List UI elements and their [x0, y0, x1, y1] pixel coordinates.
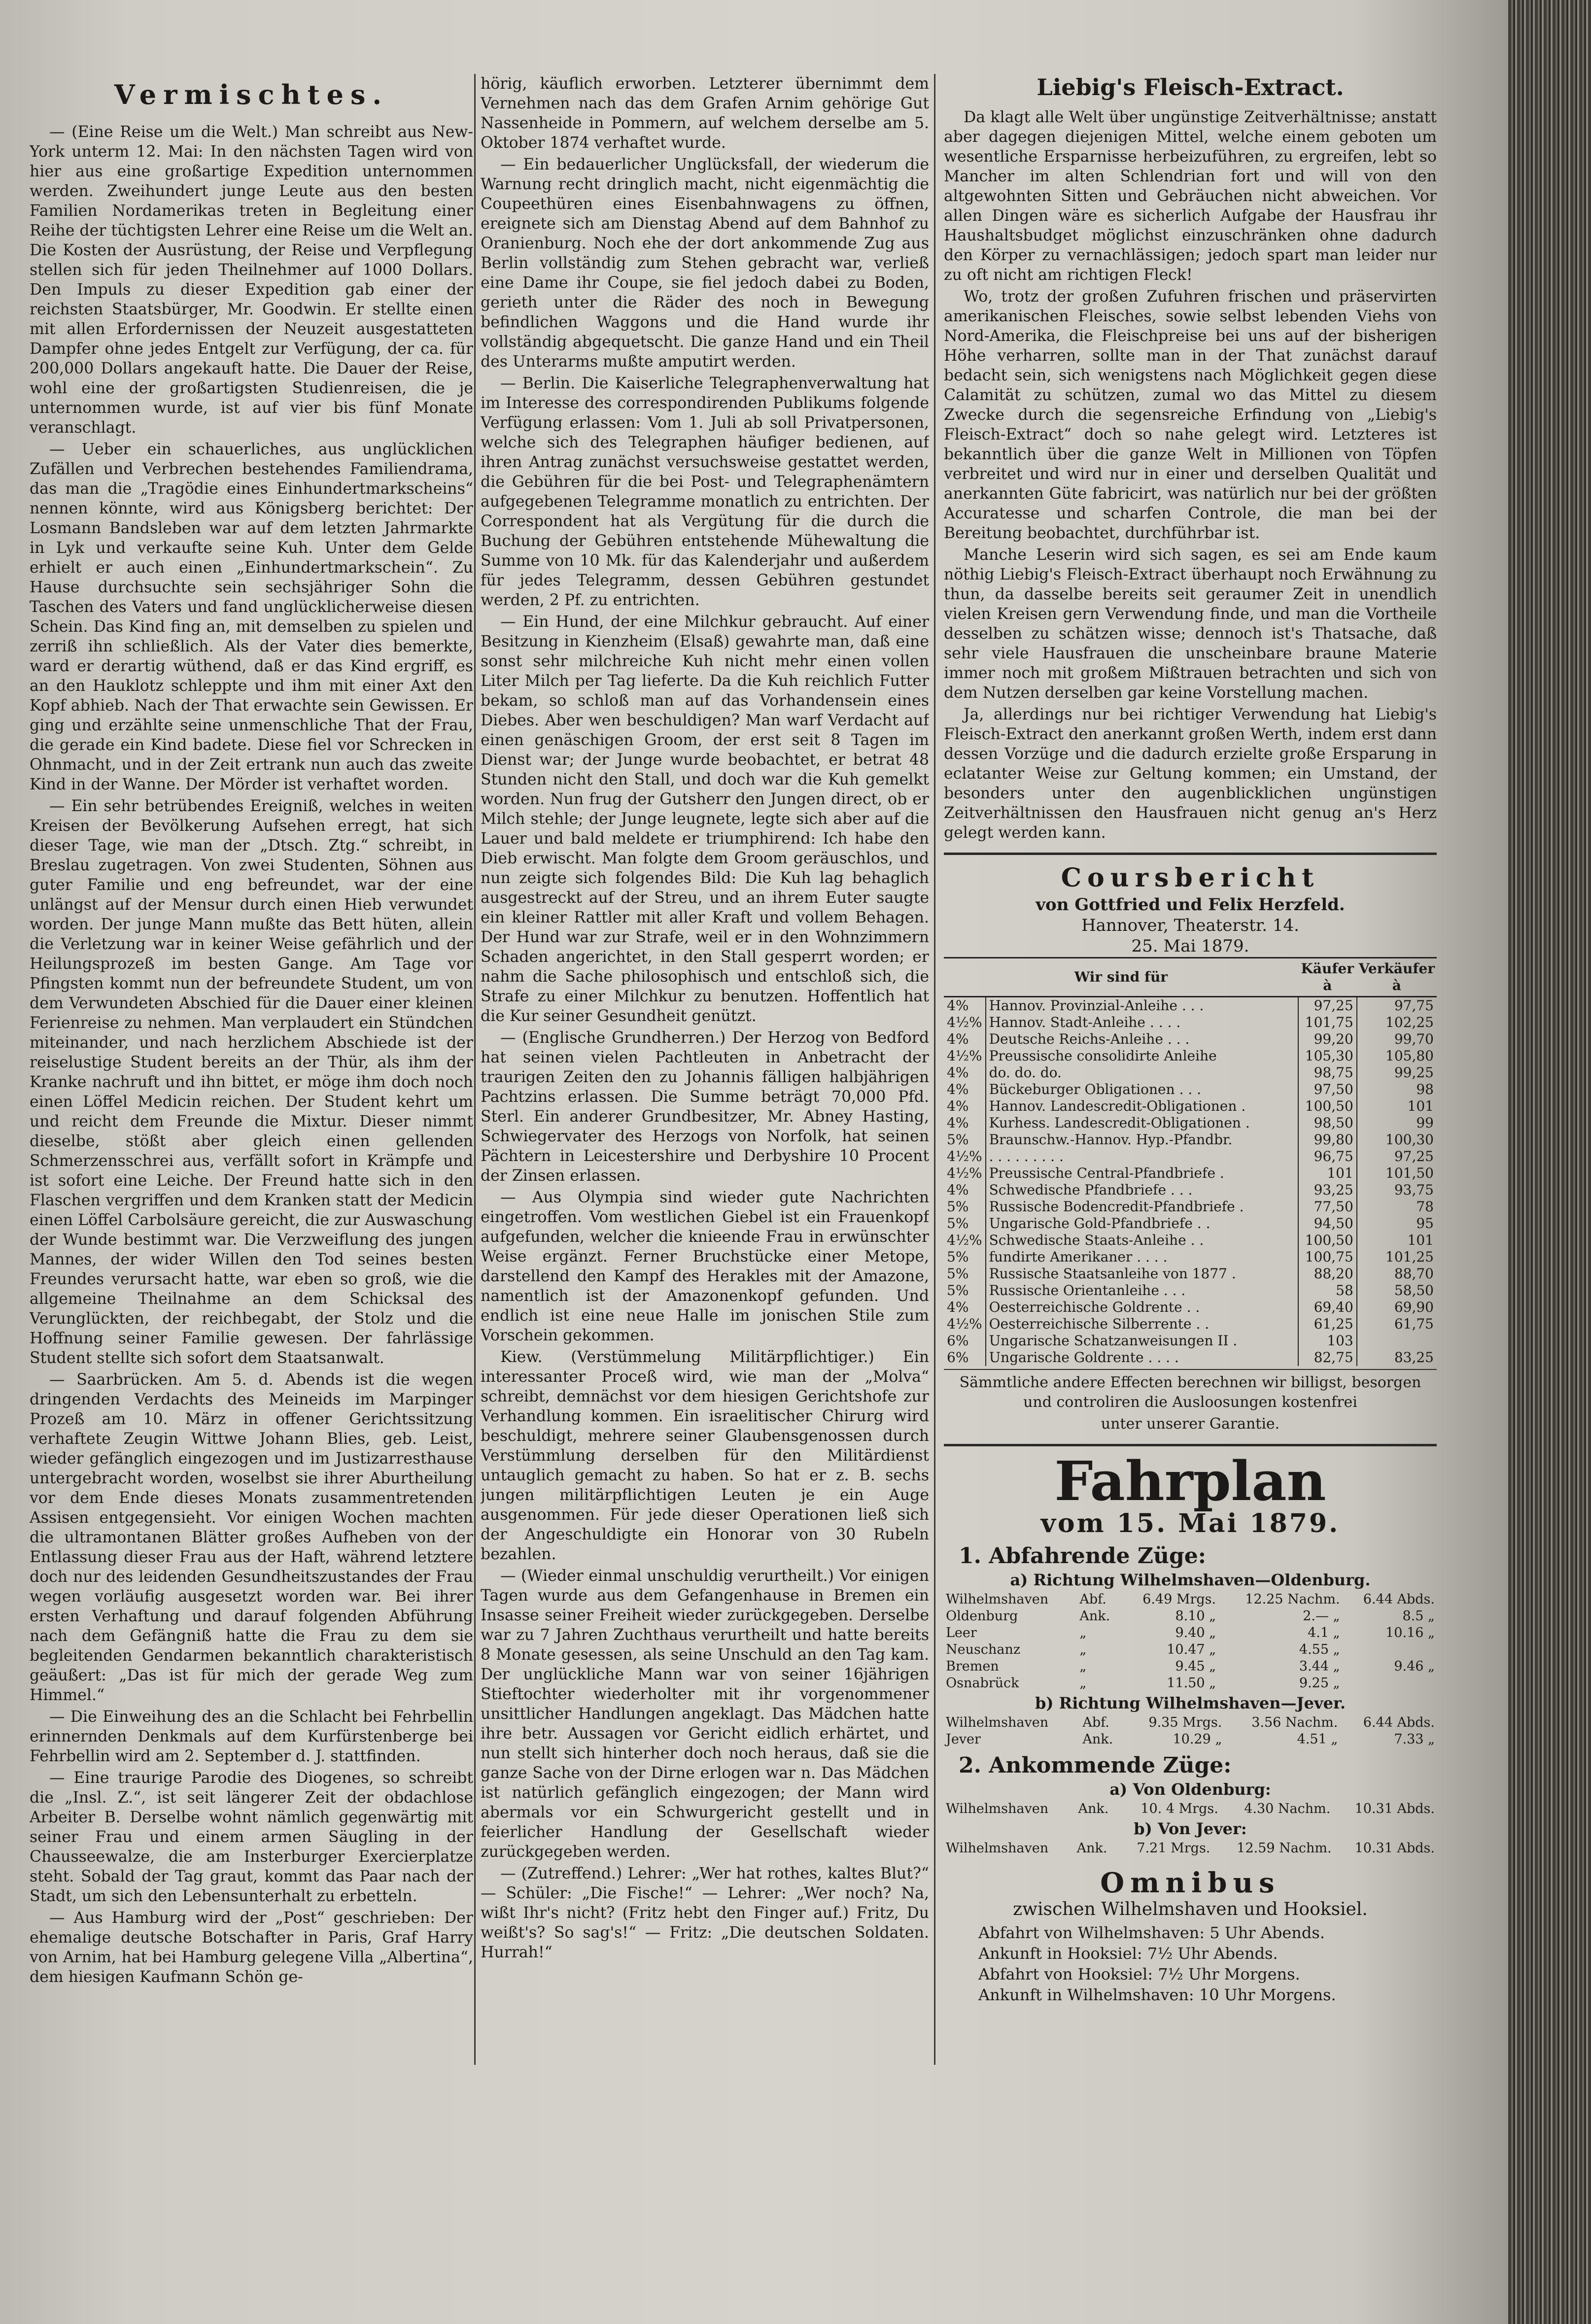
liebig-paragraph: Ja, allerdings nur bei richtiger Verwendung hat Liebig's Fleisch-Extract den anerkannt großen Werth, indem erst dann dessen Vorzüge und die dadurch erzielte große Ersparung in eclatanter Weise zur Geltung kommen; ein Umstand, der besonders unter den augenblicklichen ungünstigen Zeitverhältnissen den Hausfrauen nicht genug an's Herz gelegt werden kann. [944, 706, 1437, 842]
kurs-rate: 4% [944, 1031, 986, 1048]
kurs-row [944, 1333, 1437, 1349]
kurs-security: Schwedische Staats-Anleihe . . [989, 1232, 1204, 1248]
train-time: 3.44 „ [1299, 1659, 1340, 1674]
liebig-paragraph: Da klagt alle Welt über ungünstige Zeitverhältnisse; anstatt aber dagegen diejenigen Mittel, welche einem geboten um wesentliche Ersparnisse herbeizuführen, zu ergreifen, lebt so Mancher im alten Schlendrian fort und will von den altgewohnten Sitten und Gebräuchen nicht abweichen. Vor allen Dingen wäre es sicherlich Aufgabe der Hausfrau ihr Haushaltsbudget möglichst einzuschränken ohne dadurch den Körper zu vernachlässigen; jedoch spart man leider nur zu oft nicht am richtigen Fleck! [944, 108, 1437, 284]
timetable-row [944, 1840, 1437, 1857]
kurs-buy-price: 100,50 [1298, 1098, 1357, 1115]
kurs-security: Hannov. Stadt-Anleihe . . . . [989, 1014, 1181, 1030]
column-1 [30, 74, 473, 1989]
omnibus-line: Abfahrt von Hooksiel: 7½ Uhr Morgens. [978, 1965, 1300, 1983]
kurs-sell-price: 95 [1357, 1215, 1437, 1232]
kurs-row [944, 1299, 1437, 1316]
kurs-security: Braunschw.-Hannov. Hyp.-Pfandbr. [989, 1131, 1233, 1148]
train-time: 9.25 „ [1299, 1675, 1340, 1691]
kurs-row [944, 1148, 1437, 1165]
train-time: 7.21 Mrgs. [1137, 1841, 1211, 1856]
timetable [944, 1591, 1437, 1692]
train-time: 12.59 Nachm. [1237, 1841, 1332, 1856]
kurs-security: Bückeburger Obligationen . . . [989, 1081, 1202, 1097]
kurs-section [944, 863, 1437, 1434]
train-time: 4.30 Nachm. [1244, 1801, 1331, 1816]
kurs-row [944, 1131, 1437, 1148]
train-time: 10.47 „ [1167, 1642, 1216, 1657]
article-paragraph: — Aus Olympia sind wieder gute Nachrichten eingetroffen. Vom westlichen Giebel ist ein Frauenkopf aufgefunden, welcher die knieende Frau in erwünschter Weise ergänzt. Ferner Bruchstücke einer Metope, darstellend den Kampf des Herakles mit der Amazone, namentlich ist der Amazonenkopf gefunden. Und endlich ist eine neue Halle im jonischen Stile zum Vorschein gekommen. [481, 1189, 929, 1344]
kurs-sell-price: 102,25 [1357, 1014, 1437, 1031]
kurs-security: Russische Staatsanleihe von 1877 . [989, 1265, 1236, 1282]
kurs-rate: 6% [944, 1349, 986, 1366]
kurs-security: Ungarische Gold-Pfandbriefe . . [989, 1215, 1211, 1231]
timetable [944, 1801, 1437, 1817]
book-page-edges [1508, 0, 1591, 2324]
kurs-note: unter unserer Garantie. [1101, 1415, 1280, 1433]
kurs-col-buy: Käufer à [1298, 958, 1357, 997]
kurs-row [944, 1265, 1437, 1282]
kurs-rate: 4½% [944, 1148, 986, 1165]
article-paragraph: — (Wieder einmal unschuldig verurtheilt.) Vor einigen Tagen wurde aus dem Gefangenhause in Bremen ein Insasse seiner Freiheit wieder zurückgegeben. Derselbe war zu 7 Jahren Zuchthaus verurtheilt und hatte bereits 8 Monate gesessen, als seine Unschuld an den Tag kam. Der unglückliche Mann war von seiner 16jährigen Stieftochter wiederholter mit ihr vorgenommener unsittlicher Handlungen angeklagt. Das Mädchen hatte ihre betr. Aussagen vor Gericht eidlich erhärtet, und nun stellt sich hinterher doch noch heraus, daß sie die ganze Sache von der Dirne erlogen war n. Das Mädchen ist natürlich gefänglich eingezogen; der Mann wird abermals vor ein Schwurgericht gestellt und in feierlicher Handlung der Gesellschaft wieder zurückgegeben werden. [481, 1567, 929, 1861]
timetable-row [944, 1608, 1437, 1625]
kurs-row [944, 997, 1437, 1015]
train-time: 9.35 Mrgs. [1148, 1715, 1222, 1730]
timetable-row [944, 1801, 1437, 1817]
kurs-row [944, 1349, 1437, 1366]
kurs-firm: von Gottfried und Felix Herzfeld. [1036, 895, 1345, 915]
kurs-sell-price [1357, 1333, 1437, 1349]
train-time: 3.56 Nachm. [1251, 1715, 1338, 1730]
station-name: Wilhelmshaven [946, 1801, 1049, 1816]
timetable-row [944, 1591, 1437, 1608]
train-time: 9.45 „ [1175, 1659, 1216, 1674]
arr-dep-marker: Ank. [1078, 1801, 1109, 1816]
kurs-buy-price: 100,75 [1298, 1249, 1357, 1265]
arr-dep-marker: Abf. [1079, 1592, 1107, 1607]
kurs-rate: 5% [944, 1215, 986, 1232]
kurs-sell-price: 99,70 [1357, 1031, 1437, 1048]
article-paragraph: — Ueber ein schauerliches, aus unglücklichen Zufällen und Verbrechen bestehendes Familiendrama, das man die „Tragödie eines Einhundertmarkscheins“ nennen könnte, wird aus Königsberg berichtet: Der Losmann Bandsleben war auf dem letzten Jahrmarkte in Lyk und verkaufte seine Kuh. Unter dem Gelde erhielt er auch einen „Einhundertmarkschein“. Zu Hause durchsuchte sein sechsjähriger Sohn die Taschen des Vaters und fand unglücklicherweise diesen Schein. Das Kind fing an, mit demselben zu spielen und zerriß ihn schließlich. Als der Vater dies bemerkte, ward er derartig wüthend, daß er das Kind ergriff, es an den Hauklotz schleppte und ihm mit einer Axt den Kopf abhieb. Nach der That erwachte sein Gewissen. Er ging und erzählte seine unmenschliche That der Frau, die gerade ein Kind badete. Diese fiel vor Schrecken in Ohnmacht, und in der Zeit ertrank nun auch das zweite Kind in der Wanne. Der Mörder ist verhaftet worden. [30, 441, 473, 793]
fahrplan-date: vom 15. Mai 1879. [1040, 1508, 1340, 1538]
station-name: Neuschanz [946, 1642, 1021, 1657]
arr-dep-marker: „ [1079, 1659, 1087, 1674]
kurs-row [944, 1014, 1437, 1031]
fahrplan-route: b) Von Jever: [1134, 1819, 1247, 1838]
fahrplan-title: Fahrplan [1054, 1449, 1326, 1513]
kurs-rate: 5% [944, 1265, 986, 1282]
kurs-sell-price: 97,25 [1357, 1148, 1437, 1165]
kurs-row [944, 1048, 1437, 1064]
train-time [1342, 1641, 1437, 1658]
kurs-sell-price: 100,30 [1357, 1131, 1437, 1148]
train-time: 6.49 Mrgs. [1142, 1592, 1216, 1607]
kurs-buy-price: 101 [1298, 1165, 1357, 1182]
train-time: 10.16 „ [1385, 1625, 1435, 1640]
kurs-row [944, 1165, 1437, 1182]
train-time: 10. 4 Mrgs. [1141, 1801, 1218, 1816]
kurs-rate: 4½% [944, 1165, 986, 1182]
kurs-buy-price: 93,25 [1298, 1182, 1357, 1198]
train-time: 6.44 Abds. [1363, 1592, 1435, 1607]
kurs-rate: 5% [944, 1131, 986, 1148]
kurs-row [944, 1081, 1437, 1098]
article-paragraph: — Berlin. Die Kaiserliche Telegraphenverwaltung hat im Interesse des correspondirenden Publikums folgende Verfügung erlassen: Vom 1. Juli ab soll Privatpersonen, welche sich des Telegraphen häufiger bedienen, auf ihren Antrag zunächst versuchsweise gestattet werden, die Gebühren für die bei Post- und Telegraphenämtern aufgegebenen Telegramme monatlich zu entrichten. Der Correspondent hat als Vergütung für die durch die Buchung der Gebühren entstehende Mühewaltung die Summe von 10 Mk. für das Kalenderjahr und außerdem für jedes Telegramm, dessen Gebühren gestundet werden, 2 Pf. zu entrichten. [481, 375, 929, 609]
article-paragraph: — (Eine Reise um die Welt.) Man schreibt aus New-York unterm 12. Mai: In den nächsten Tagen wird von hier aus eine großartige Expedition unternommen werden. Zweihundert junge Leute aus den besten Familien Nordamerikas treten in Begleitung einer Reihe der tüchtigsten Lehrer eine Reise um die Welt an. Die Kosten der Ausrüstung, der Reise und Verpflegung stellen sich für jeden Theilnehmer auf 1000 Dollars. Den Impuls zu dieser Expedition gab einer der reichsten Staatsbürger, Mr. Goodwin. Er stellte einen mit allen Erfordernissen der Neuzeit ausgestatteten Dampfer ohne jedes Entgelt zur Verfügung, der ca. für 200,000 Dollars angekauft hatte. Die Dauer der Reise, wohl eine der großartigsten Studienreisen, die je unternommen wurde, ist auf vier bis fünf Monate veranschlagt. [30, 123, 473, 437]
kurs-sell-price: 93,75 [1357, 1182, 1437, 1198]
kurs-row [944, 1249, 1437, 1265]
kurs-buy-price: 96,75 [1298, 1148, 1357, 1165]
station-name: Oldenburg [946, 1608, 1018, 1624]
kurs-buy-price: 82,75 [1298, 1349, 1357, 1366]
train-time [1342, 1675, 1437, 1692]
kurs-buy-price: 97,50 [1298, 1081, 1357, 1098]
arr-dep-marker: Ank. [1082, 1732, 1113, 1747]
article-paragraph: — Die Einweihung des an die Schlacht bei Fehrbellin erinnernden Denkmals auf dem Kurfürstenberge bei Fehrbellin wird am 2. September d. J. stattfinden. [30, 1708, 473, 1765]
kurs-security: Preussische Central-Pfandbriefe . [989, 1165, 1224, 1181]
kurs-row [944, 1316, 1437, 1333]
kurs-sell-price: 83,25 [1357, 1349, 1437, 1366]
kurs-row [944, 1282, 1437, 1299]
article-paragraph: — Eine traurige Parodie des Diogenes, so schreibt die „Insl. Z.“, ist seit längerer Zeit der obdachlose Arbeiter B. Derselbe wohnt nämlich gegenwärtig mit seiner Frau und einem armen Säugling in der Chausseewalze, die am Insterburger Exercierplatze steht. Sobald der Tag graut, kommt das Paar nach der Stadt, um sich den Lebensunterhalt zu erbetteln. [30, 1769, 473, 1905]
arr-dep-marker: Ank. [1079, 1608, 1110, 1624]
column-3 [944, 74, 1437, 2005]
kurs-rate: 4% [944, 1064, 986, 1081]
train-time: 12.25 Nachm. [1245, 1592, 1340, 1607]
arr-dep-marker: Abf. [1082, 1715, 1109, 1730]
kurs-rate: 4% [944, 1081, 986, 1098]
kurs-sell-price: 105,80 [1357, 1048, 1437, 1064]
kurs-sell-price: 78 [1357, 1198, 1437, 1215]
train-time: 7.33 „ [1394, 1732, 1435, 1747]
timetable-row [944, 1714, 1437, 1731]
kurs-buy-price: 99,20 [1298, 1031, 1357, 1048]
kurs-buy-price: 77,50 [1298, 1198, 1357, 1215]
liebig-paragraph: Manche Leserin wird sich sagen, es sei am Ende kaum nöthig Liebig's Fleisch-Extract überhaupt noch Erwähnung zu thun, da dasselbe bereits seit geraumer Zeit in unendlich vielen Kreisen gern Verwendung finde, und man die Vortheile desselben zu schätzen wisse; dennoch ist's Thatsache, daß sehr viele Hausfrauen die unscheinbare braune Materie immer noch mit großem Mißtrauen betrachten und sich von dem Nutzen derselben gar keine Vorstellung machen. [944, 546, 1437, 702]
arr-dep-marker: „ [1079, 1675, 1087, 1691]
timetable-row [944, 1625, 1437, 1641]
kurs-sell-price: 88,70 [1357, 1265, 1437, 1282]
station-name: Wilhelmshaven [946, 1841, 1049, 1856]
omnibus-section [944, 1867, 1437, 2005]
station-name: Wilhelmshaven [946, 1592, 1049, 1607]
station-name: Jever [946, 1732, 981, 1747]
kurs-security: Schwedische Pfandbriefe . . . [989, 1182, 1193, 1198]
kurs-sell-price: 61,75 [1357, 1316, 1437, 1333]
timetable-row [944, 1658, 1437, 1675]
kurs-title: Coursbericht [1061, 863, 1320, 893]
kurs-security: Preussische consolidirte Anleihe [989, 1048, 1217, 1064]
article-paragraph: — Ein Hund, der eine Milchkur gebraucht. Auf einer Besitzung in Kienzheim (Elsaß) gewahrte man, daß eine sonst sehr milchreiche Kuh nicht mehr einen vollen Liter Milch per Tag lieferte. Da die Kuh reichlich Futter bekam, so schloß man auf das Vorhandensein eines Diebes. Aber wen beschuldigen? Man warf Verdacht auf einen genäschigen Groom, der erst seit 8 Tagen im Dienst war; der Junge wurde beobachtet, er betrat 48 Stunden nicht den Stall, und doch war die Kuh gemelkt worden. Nun frug der Gutsherr den Jungen direct, ob er Milch stehle; der Junge leugnete, legte sich aber auf die Lauer und bald meldete er triumphirend: Ich habe den Dieb erwischt. Man folgte dem Groom geräuschlos, und nun zeigte sich folgendes Bild: Die Kuh lag behaglich ausgestreckt auf der Streu, und an ihrem Euter saugte ein kleiner Rattler mit aller Kraft und vollem Behagen. Der Hund war zur Strafe, weil er in den Wohnzimmern Schaden angerichtet, in den Stall gesperrt worden; er nahm die Sache philosophisch und entschloß sich, die Strafe zu einer Milchkur zu benutzen. Hoffentlich hat die Kur seiner Gesundheit genützt. [481, 613, 929, 1025]
kurs-security: do. do. do. [989, 1064, 1062, 1081]
train-time: 9.40 „ [1175, 1625, 1216, 1640]
kurs-sell-price: 101 [1357, 1098, 1437, 1115]
kurs-rate: 4½% [944, 1232, 986, 1249]
train-time: 10.31 Abds. [1354, 1841, 1435, 1856]
kurs-sell-price: 69,90 [1357, 1299, 1437, 1316]
kurs-rate: 6% [944, 1333, 986, 1349]
kurs-security: fundirte Amerikaner . . . . [989, 1249, 1168, 1265]
kurs-row [944, 1115, 1437, 1131]
kurs-col-sell: Verkäufer à [1357, 958, 1437, 997]
section-heading: Vermischtes. [114, 79, 389, 110]
omnibus-line: Ankunft in Wilhelmshaven: 10 Uhr Morgens. [978, 1985, 1336, 2004]
kurs-buy-price: 105,30 [1298, 1048, 1357, 1064]
kurs-security: Russische Orientanleihe . . . [989, 1282, 1186, 1299]
timetable-row [944, 1731, 1437, 1748]
kurs-security: Oesterreichische Goldrente . . [989, 1299, 1200, 1315]
kurs-sell-price: 101,50 [1357, 1165, 1437, 1182]
kurs-rate: 4½% [944, 1048, 986, 1064]
kurs-row [944, 1198, 1437, 1215]
kurs-sell-price: 58,50 [1357, 1282, 1437, 1299]
column-rule [934, 74, 935, 2065]
fahrplan-section [944, 1449, 1437, 1857]
liebig-ad-title: Liebig's Fleisch-Extract. [1037, 74, 1344, 101]
kurs-rate: 4½% [944, 1316, 986, 1333]
kurs-col-label: Wir sind für [944, 958, 1298, 997]
train-time: 10.31 Abds. [1354, 1801, 1435, 1816]
section-divider [944, 853, 1437, 855]
train-time: 4.55 „ [1299, 1642, 1340, 1657]
kurs-address: Hannover, Theaterstr. 14. [1081, 916, 1299, 935]
kurs-sell-price: 101,25 [1357, 1249, 1437, 1265]
kurs-rate: 4% [944, 997, 986, 1015]
kurs-buy-price: 58 [1298, 1282, 1357, 1299]
kurs-row [944, 1031, 1437, 1048]
kurs-table-end [944, 1369, 1437, 1370]
column-2 [481, 74, 929, 1964]
kurs-security: Hannov. Provinzial-Anleihe . . . [989, 997, 1204, 1014]
column-rule [474, 74, 476, 2065]
fahrplan-departures: 1. Abfahrende Züge: [959, 1543, 1206, 1569]
kurs-buy-price: 88,20 [1298, 1265, 1357, 1282]
station-name: Bremen [946, 1659, 999, 1674]
train-time: 2.— „ [1303, 1608, 1340, 1624]
kurs-buy-price: 98,50 [1298, 1115, 1357, 1131]
kurs-buy-price: 94,50 [1298, 1215, 1357, 1232]
kurs-buy-price: 100,50 [1298, 1232, 1357, 1249]
article-paragraph: — Saarbrücken. Am 5. d. Abends ist die wegen dringenden Verdachts des Meineids im Marpinger Prozeß am 10. März in offener Gerichtssitzung verhaftete Zeugin Wittwe Johann Blies, geb. Leist, wieder gefänglich eingezogen und im Justizarresthause untergebracht worden, woselbst sie ihrer Aburtheilung vor dem Ende dieses Monats zusammentretenden Assisen entgegensieht. Vor einigen Wochen machten die ultramontanen Blätter großes Aufheben von der Entlassung dieser Frau aus der Haft, während letztere doch nur des leidenden Gesundheitszustandes der Frau wegen vorläufig ausgesetzt worden war. Bei ihrer ersten Verhaftung und darauf folgenden Abführung nach dem Gefängniß hatte die Frau zu dem sie begleitenden Gendarmen bekanntlich charakteristisch geäußert: „Das ist für mich der gerade Weg zum Himmel.“ [30, 1371, 473, 1704]
kurs-rate: 5% [944, 1249, 986, 1265]
kurs-row [944, 1182, 1437, 1198]
train-time: 4.1 „ [1308, 1625, 1340, 1640]
train-time: 10.29 „ [1173, 1732, 1222, 1747]
kurs-security: Oesterreichische Silberrente . . [989, 1316, 1210, 1332]
kurs-sell-price: 99,25 [1357, 1064, 1437, 1081]
kurs-row [944, 1098, 1437, 1115]
kurs-note: Sämmtliche andere Effecten berechnen wir billigst, besorgen und controliren die Ausloosungen kostenfrei [959, 1374, 1421, 1411]
kurs-row [944, 1232, 1437, 1249]
kurs-buy-price: 103 [1298, 1333, 1357, 1349]
station-name: Osnabrück [946, 1675, 1019, 1691]
train-time: 11.50 „ [1167, 1675, 1216, 1691]
section-divider [944, 1444, 1437, 1446]
train-time: 6.44 Abds. [1363, 1715, 1435, 1730]
fahrplan-route: b) Richtung Wilhelmshaven—Jever. [1035, 1694, 1346, 1712]
kurs-buy-price: 98,75 [1298, 1064, 1357, 1081]
kurs-rate: 4% [944, 1115, 986, 1131]
kurs-buy-price: 97,25 [1298, 997, 1357, 1015]
fahrplan-route: a) Von Oldenburg: [1109, 1780, 1271, 1799]
article-paragraph: — Aus Hamburg wird der „Post“ geschrieben: Der ehemalige deutsche Botschafter in Paris, Graf Harry von Arnim, hat bei Hamburg gelegene Villa „Albertina“, dem hiesigen Kaufmann Schön ge- [30, 1909, 473, 1986]
kurs-security: Ungarische Goldrente . . . . [989, 1349, 1179, 1366]
timetable [944, 1714, 1437, 1748]
kurs-rate: 4% [944, 1182, 986, 1198]
fahrplan-arrivals: 2. Ankommende Züge: [959, 1753, 1232, 1778]
kurs-rate: 4% [944, 1098, 986, 1115]
kurs-sell-price: 101 [1357, 1232, 1437, 1249]
article-paragraph: hörig, käuflich erworben. Letzterer übernimmt dem Vernehmen nach das dem Grafen Arnim gehörige Gut Nassenheide in Pommern, auf welchem derselbe am 5. Oktober 1874 verhaftet wurde. [481, 75, 929, 152]
train-time: 4.51 „ [1297, 1732, 1338, 1747]
kurs-security: . . . . . . . . . [989, 1148, 1064, 1164]
kurs-buy-price: 69,40 [1298, 1299, 1357, 1316]
fahrplan-route: a) Richtung Wilhelmshaven—Oldenburg. [1010, 1571, 1371, 1589]
kurs-table [944, 957, 1437, 1366]
kurs-date: 25. Mai 1879. [1131, 936, 1249, 956]
kurs-sell-price: 99 [1357, 1115, 1437, 1131]
kurs-security: Hannov. Landescredit-Obligationen . [989, 1098, 1246, 1114]
kurs-security: Russische Bodencredit-Pfandbriefe . [989, 1198, 1244, 1215]
kurs-security: Kurhess. Landescredit-Obligationen . [989, 1115, 1250, 1131]
kurs-rate: 4% [944, 1299, 986, 1316]
article-paragraph: — (Englische Grundherren.) Der Herzog von Bedford hat seinen vielen Pachtleuten in Anbetracht der traurigen Zeiten den zu Johannis fälligen halbjährigen Pachtzins erlassen. Die Summe beträgt 70,000 Pfd. Sterl. Ein anderer Grundbesitzer, Mr. Abney Hasting, Schwiegervater des Herzogs von Norfolk, hat seinen Pächtern in Leicestershire und Derbyshire 10 Procent der Zinsen erlassen. [481, 1029, 929, 1185]
kurs-buy-price: 61,25 [1298, 1316, 1357, 1333]
kurs-rate: 4½% [944, 1014, 986, 1031]
kurs-row [944, 1215, 1437, 1232]
omnibus-line: Ankunft in Hooksiel: 7½ Uhr Abends. [978, 1944, 1278, 1963]
arr-dep-marker: Ank. [1076, 1841, 1107, 1856]
article-paragraph: — Ein sehr betrübendes Ereigniß, welches in weiten Kreisen der Bevölkerung Aufsehen erregt, hat sich dieser Tage, wie man der „Dtsch. Ztg.“ schreibt, in Breslau zugetragen. Von zwei Studenten, Söhnen aus guter Familie und eng befreundet, war der eine unlängst auf der Mensur durch einen Hieb verwundet worden. Der junge Mann mußte das Bett hüten, allein die Verletzung war in keiner Weise gefährlich und der Heilungsprozeß im besten Gange. Am Tage vor Pfingsten kommt nun der befreundete Student, um von dem Verwundeten Abschied für die Dauer einer kleinen Ferienreise zu nehmen. Man verplaudert ein Stündchen miteinander, und nach herzlichem Abschiede ist der reiselustige Student bereits an der Thür, als ihm der Kranke nachruft und ihn bittet, er möge ihm doch noch einen Löffel Medicin reichen. Der Student kehrt um und reicht dem Freunde die Mixtur. Dieser nimmt dieselbe, stößt aber gleich einen gellenden Schmerzensschrei aus, verfällt sofort in Krämpfe und ist sofort eine Leiche. Der Freund hatte sich in den Flaschen vergriffen und dem Kranken statt der Medicin einen Löffel Carbolsäure gereicht, die zur Auswaschung der Wunde bestimmt war. Die Verzweiflung des jungen Mannes, der wider Willen den Tod seines besten Freundes verursacht hatte, war eben so groß, wie die allgemeine Theilnahme an dem Schicksal des Verunglückten, der reichbegabt, der Stolz und die Hoffnung seiner Familie gewesen. Der fahrlässige Student stellte sich sofort dem Staatsanwalt. [30, 797, 473, 1367]
kurs-sell-price: 97,75 [1357, 997, 1437, 1015]
article-paragraph: — Ein bedauerlicher Unglücksfall, der wiederum die Warnung recht dringlich macht, nicht eigenmächtig die Coupeethüren eines Eisenbahnwagens zu öffnen, ereignete sich am Dienstag Abend auf dem Bahnhof zu Oranienburg. Noch ehe der dort ankommende Zug aus Berlin vollständig zum Stehen gebracht war, verließ eine Dame ihr Coupe, sie fiel jedoch dabei zu Boden, gerieth unter die Räder des noch in Bewegung befindlichen Waggons und die Hand wurde ihr vollständig abgequetscht. Die ganze Hand und ein Theil des Unterarms mußte amputirt werden. [481, 156, 929, 371]
omnibus-title: Omnibus [1100, 1867, 1280, 1899]
kurs-buy-price: 101,75 [1298, 1014, 1357, 1031]
train-time: 8.5 „ [1402, 1608, 1435, 1624]
train-time: 9.46 „ [1394, 1659, 1435, 1674]
omnibus-line: Abfahrt von Wilhelmshaven: 5 Uhr Abends. [978, 1923, 1325, 1942]
timetable-row [944, 1675, 1437, 1692]
station-name: Wilhelmshaven [946, 1715, 1049, 1730]
arr-dep-marker: „ [1079, 1625, 1087, 1640]
kurs-row [944, 1064, 1437, 1081]
article-paragraph: Kiew. (Verstümmelung Militärpflichtiger.) Ein interessanter Proceß wird, wie man der „Molva“ schreibt, demnächst vor dem hiesigen Gerichtshofe zur Verhandlung kommen. Ein israelitischer Chirurg wird beschuldigt, mehrere seiner Glaubensgenossen durch Verstümmlung derselben für den Militärdienst untauglich gemacht zu haben. So hat er z. B. sechs jungen militärpflichtigen Leuten je ein Auge ausgenommen. Für jede dieser Operationen ließ sich der Angeschuldigte ein Honorar von 30 Rubeln bezahlen. [481, 1348, 929, 1563]
station-name: Leer [946, 1625, 977, 1640]
kurs-rate: 5% [944, 1198, 986, 1215]
liebig-paragraph: Wo, trotz der großen Zufuhren frischen und präservirten amerikanischen Fleisches, sowie selbst lebenden Viehs von Nord-Amerika, die Fleischpreise bei uns auf der bisherigen Höhe verharren, sollte man in der That zunächst darauf bedacht sein, sich wenigstens nach Möglichkeit gegen diese Calamität zu schützen, zumal wo das Mittel zu diesem Zwecke durch die segensreiche Erfindung von „Liebig's Fleisch-Extract“ doch so nahe gelegt wird. Letzteres ist bekanntlich über die ganze Welt in Millionen von Töpfen verbreitet und wird nur in einer und derselben Qualität und anerkannten Güte fabricirt, was natürlich nur bei der größten Accuratesse und scharfen Controle, die man bei der Bereitung beobachtet, durchführbar ist. [944, 288, 1437, 542]
kurs-rate: 5% [944, 1282, 986, 1299]
arr-dep-marker: „ [1079, 1642, 1087, 1657]
timetable-row [944, 1641, 1437, 1658]
article-paragraph: — (Zutreffend.) Lehrer: „Wer hat rothes, kaltes Blut?“ — Schüler: „Die Fische!“ — Lehrer: „Wer noch? Na, wißt Ihr's nicht? (Fritz hebt den Finger auf.) Fritz, Du weißt's? So sag's!“ — Fritz: „Die deutschen Soldaten. Hurrah!“ [481, 1865, 929, 1961]
kurs-security: Deutsche Reichs-Anleihe . . . [989, 1031, 1190, 1047]
timetable [944, 1840, 1437, 1857]
kurs-buy-price: 99,80 [1298, 1131, 1357, 1148]
kurs-sell-price: 98 [1357, 1081, 1437, 1098]
kurs-security: Ungarische Schatzanweisungen II . [989, 1333, 1238, 1349]
omnibus-subtitle: zwischen Wilhelmshaven und Hooksiel. [1013, 1899, 1368, 1919]
train-time: 8.10 „ [1175, 1608, 1216, 1624]
